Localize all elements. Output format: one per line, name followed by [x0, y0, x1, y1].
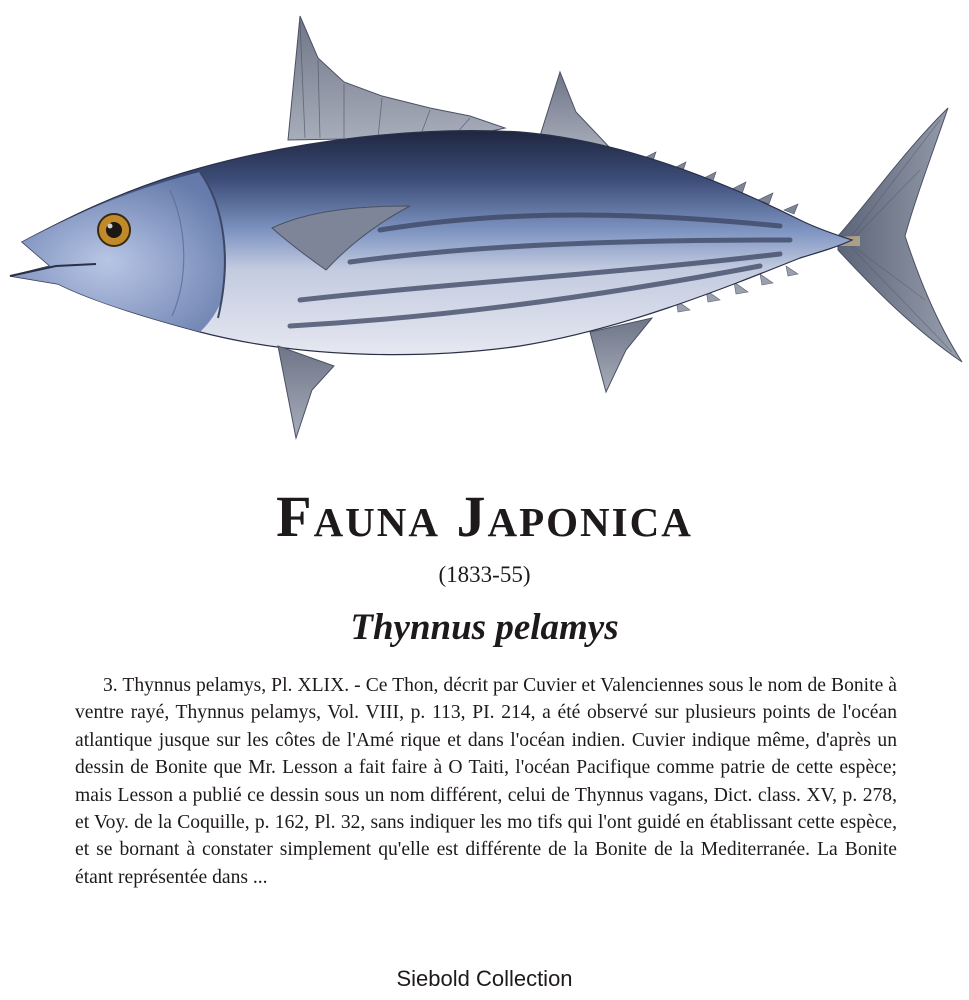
- page-title: Fauna Japonica: [276, 484, 693, 549]
- fish-illustration: [0, 0, 969, 450]
- description-paragraph: 3. Thynnus pelamys, Pl. XLIX. - Ce Thon, décrit par Cuvier et Valenciennes sous le nom de Bonite à ventre rayé, Thynnus pelamys, Vol. VIII, p. 113, PI. 214, a été observé sur plusieurs points de l'océan atlantique jusque sur les côtes de l'Amé rique et dans l'océan indien. Cuvier indique même, d'après un dessin de Bonite que Mr. Lesson a fait faire à O Taiti, l'océan Pacifique comme patrie de cette espèce; mais Lesson a publié ce dessin sous un nom différent, celui de Thynnus vagans, Dict. class. XV, p. 278, et Voy. de la Coquille, p. 162, Pl. 32, sans indiquer les mo tifs qui l'ont guidé en établissant cette espèce, et se bornant à constater simplement qu'elle est différente de la Bonite de la Mediterranée. La Bonite étant représentée dans ...: [75, 675, 897, 888]
- pelvic-fin: [278, 346, 334, 438]
- first-dorsal-fin: [288, 16, 505, 140]
- species-name: Thynnus pelamys: [350, 607, 619, 648]
- collection-credit: Siebold Collection: [396, 966, 573, 991]
- fish-eye: [98, 214, 130, 246]
- publication-years: (1833-55): [438, 562, 531, 587]
